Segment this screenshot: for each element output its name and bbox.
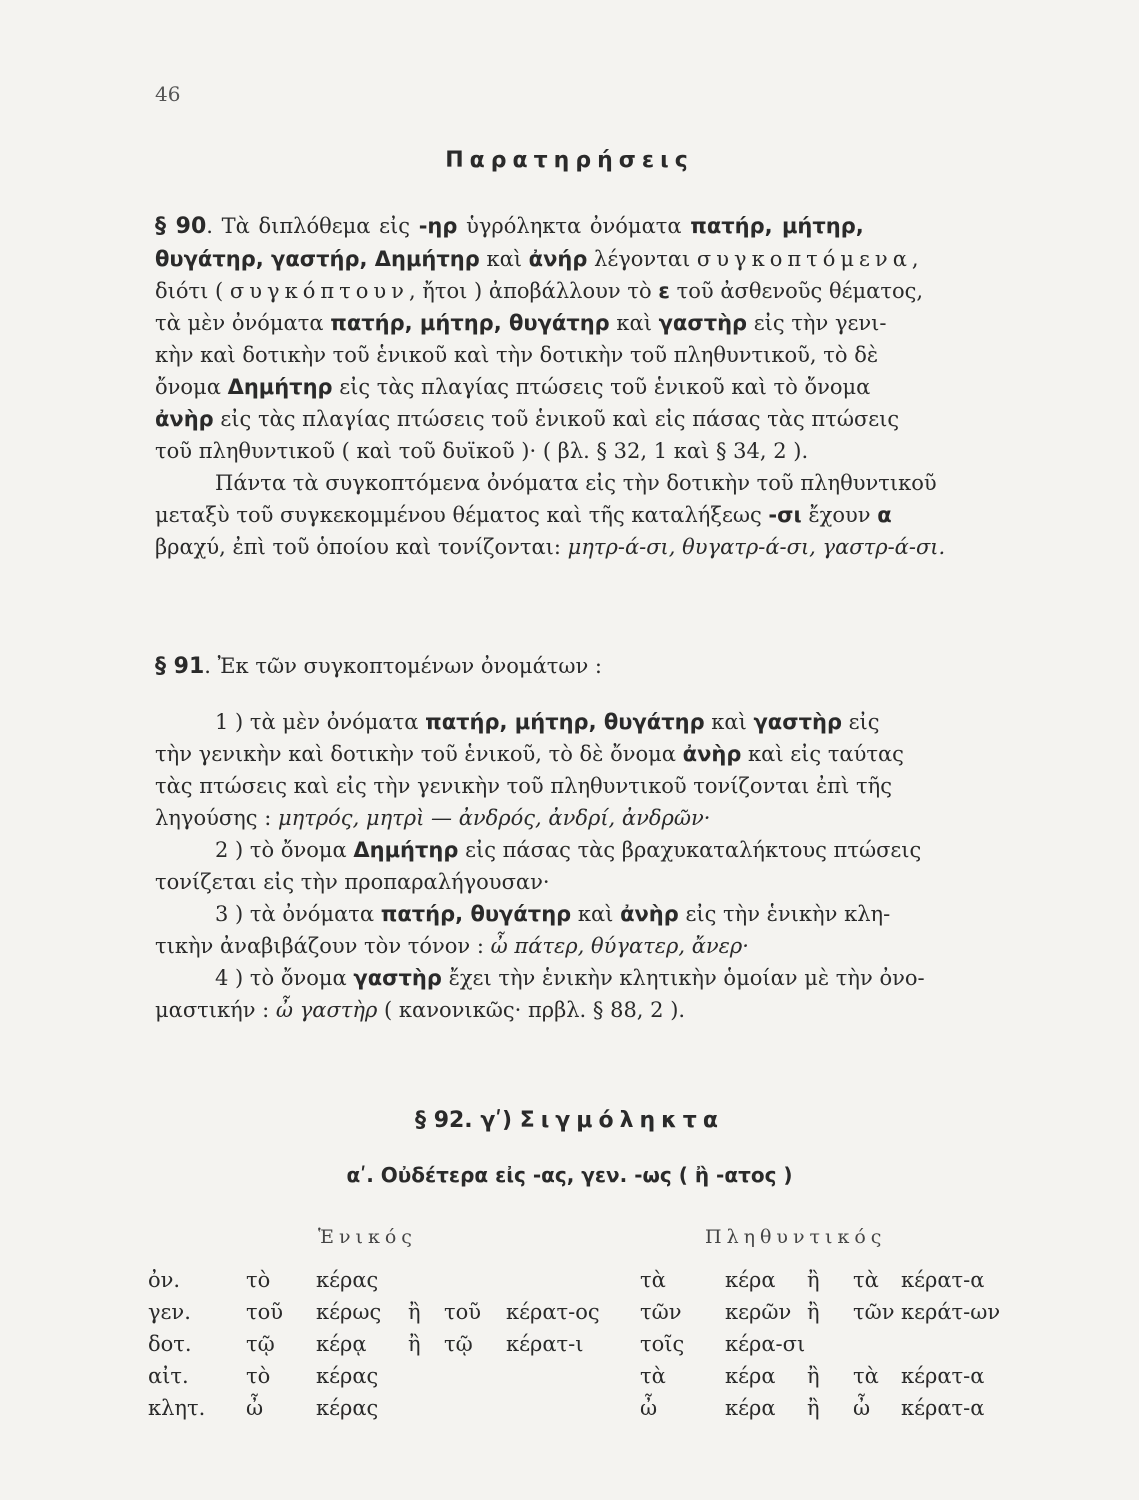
cell-form2: [506, 1392, 640, 1424]
table-row: [148, 1328, 1021, 1360]
cell-pl-art2: τὰ: [853, 1268, 879, 1292]
cell-or: ἢ: [408, 1300, 421, 1324]
cell-pl-form: κέρα: [725, 1268, 776, 1292]
cell-pl-art2: τὰ: [853, 1364, 879, 1388]
page-number: 46: [155, 82, 181, 106]
cell-pl-form2: κέρατ-α: [901, 1268, 985, 1292]
cell-pl-or: ἢ: [807, 1300, 820, 1324]
p91-line: 1 ) τὰ μὲν ὀνόματα πατήρ, μήτηρ, θυγάτηρ καὶ γαστὴρ εἰς: [215, 710, 880, 734]
cell-pl-form2: κέρατ-α: [901, 1396, 985, 1420]
cell-pl-form: κερῶν: [725, 1300, 792, 1324]
cell-art2: τῷ: [444, 1332, 473, 1356]
paragraph-91-items: [155, 706, 1015, 1026]
cell-pl-form2: [901, 1328, 1021, 1360]
cell-form2: [506, 1264, 640, 1296]
cell-pl-or: ἢ: [807, 1396, 820, 1420]
cell-pl-form2: κέρατ-α: [901, 1364, 985, 1388]
cell-art: τῷ: [246, 1332, 275, 1356]
p91-line: 4 ) τὸ ὄνομα γαστὴρ ἔχει τὴν ἑνικὴν κλητικὴν ὁμοίαν μὲ τὴν ὀνο-: [215, 966, 925, 990]
cell-art: ὦ: [246, 1396, 264, 1420]
cell-or: [408, 1264, 444, 1296]
cell-art2: [444, 1264, 506, 1296]
paragraph-90: [155, 210, 1015, 563]
cell-art: τοῦ: [246, 1300, 284, 1324]
cell-art2: [444, 1392, 506, 1424]
cell-case: αἰτ.: [148, 1364, 189, 1388]
cell-pl-art: τοῖς: [640, 1332, 685, 1356]
p91-line: τονίζεται εἰς τὴν προπαραλήγουσαν·: [155, 870, 550, 894]
cell-pl-form2: κεράτ-ων: [901, 1300, 1001, 1324]
cell-pl-art: τῶν: [640, 1300, 682, 1324]
paragraph-91: [155, 650, 1015, 683]
cell-form: κέρᾳ: [316, 1332, 367, 1356]
p91-line: μαστικήν : ὦ γαστὴρ ( κανονικῶς· πρβλ. § 88, 2 ).: [155, 998, 686, 1022]
cell-form2: κέρατ-ι: [506, 1332, 584, 1356]
cell-art: τὸ: [246, 1268, 271, 1292]
cell-pl-art2: [853, 1328, 901, 1360]
cell-pl-or: [807, 1328, 853, 1360]
table-row: [148, 1360, 1021, 1392]
table-row: [148, 1392, 1021, 1424]
cell-form2: [506, 1360, 640, 1392]
cell-or: [408, 1392, 444, 1424]
cell-case: δοτ.: [148, 1332, 192, 1356]
p91-line: τὰς πτώσεις καὶ εἰς τὴν γενικὴν τοῦ πληθυντικοῦ τονίζονται ἐπὶ τῆς: [155, 774, 892, 798]
p91-line: § 91. Ἐκ τῶν συγκοπτομένων ὀνομάτων :: [155, 654, 603, 679]
section-92-heading: § 92. γʹ) Σιγμόληκτα: [415, 1108, 724, 1133]
cell-pl-art: τὰ: [640, 1364, 666, 1388]
p90-line: ὄνομα Δημήτηρ εἰς τὰς πλαγίας πτώσεις τοῦ ἑνικοῦ καὶ τὸ ὄνομα: [155, 375, 871, 399]
section-92-subheading: αʹ. Οὐδέτερα εἰς -ας, γεν. -ως ( ἢ -ατος ): [346, 1163, 793, 1187]
singular-header: Ἑνικός: [318, 1226, 417, 1248]
cell-pl-art: ὦ: [640, 1396, 658, 1420]
table-row: [148, 1264, 1021, 1296]
p91-line: τικὴν ἀναβιβάζουν τὸν τόνον : ὦ πάτερ, θύγατερ, ἄνερ·: [155, 934, 749, 958]
cell-form: κέρας: [316, 1268, 379, 1292]
plural-header: Πληθυντικός: [705, 1226, 887, 1248]
p91-line: 3 ) τὰ ὀνόματα πατήρ, θυγάτηρ καὶ ἀνὴρ εἰς τὴν ἑνικὴν κλη-: [215, 902, 891, 926]
cell-art: τὸ: [246, 1364, 271, 1388]
p91-line: τὴν γενικὴν καὶ δοτικὴν τοῦ ἑνικοῦ, τὸ δὲ ὄνομα ἀνὴρ καὶ εἰς ταύτας: [155, 742, 904, 766]
cell-pl-art2: τῶν: [853, 1300, 895, 1324]
cell-art2: [444, 1360, 506, 1392]
cell-pl-or: ἢ: [807, 1364, 820, 1388]
cell-case: ὀν.: [148, 1268, 181, 1292]
p90-line: τὰ μὲν ὀνόματα πατήρ, μήτηρ, θυγάτηρ καὶ γαστὴρ εἰς τὴν γενι-: [155, 311, 887, 335]
cell-form2: κέρατ-ος: [506, 1300, 600, 1324]
declension-table: [148, 1264, 1021, 1424]
cell-or: [408, 1360, 444, 1392]
cell-form: κέρως: [316, 1300, 382, 1324]
cell-art2: τοῦ: [444, 1300, 482, 1324]
cell-pl-form: κέρα: [725, 1364, 776, 1388]
section-title: Παρατηρήσεις: [445, 148, 694, 173]
cell-case: κλητ.: [148, 1396, 206, 1420]
cell-form: κέρας: [316, 1364, 379, 1388]
table-row: [148, 1296, 1021, 1328]
cell-pl-art2: ὦ: [853, 1396, 871, 1420]
p91-line: 2 ) τὸ ὄνομα Δημήτηρ εἰς πάσας τὰς βραχυκαταλήκτους πτώσεις: [215, 838, 922, 862]
p90-line: μεταξὺ τοῦ συγκεκομμένου θέματος καὶ τῆς καταλήξεως -σι ἔχουν α: [155, 503, 892, 527]
p90-line: Πάντα τὰ συγκοπτόμενα ὀνόματα εἰς τὴν δοτικὴν τοῦ πληθυντικοῦ: [215, 471, 937, 495]
p90-line: θυγάτηρ, γαστήρ, Δημήτηρ καὶ ἀνήρ λέγονται συγκοπτόμενα,: [155, 247, 924, 271]
p90-line: ἀνὴρ εἰς τὰς πλαγίας πτώσεις τοῦ ἑνικοῦ καὶ εἰς πάσας τὰς πτώσεις: [155, 407, 900, 431]
cell-pl-art: τὰ: [640, 1268, 666, 1292]
p90-line: § 90. Τὰ διπλόθεμα εἰς -ηρ ὑγρόληκτα ὀνόματα πατήρ, μήτηρ,: [155, 214, 864, 239]
p90-line: βραχύ, ἐπὶ τοῦ ὁποίου καὶ τονίζονται: μητρ-ά-σι, θυγατρ-ά-σι, γαστρ-ά-σι.: [155, 535, 946, 559]
cell-pl-form: κέρα: [725, 1396, 776, 1420]
cell-form: κέρας: [316, 1396, 379, 1420]
cell-case: γεν.: [148, 1300, 191, 1324]
cell-or: ἢ: [408, 1332, 421, 1356]
cell-pl-form: κέρα-σι: [725, 1332, 806, 1356]
cell-pl-or: ἢ: [807, 1268, 820, 1292]
p91-line: ληγούσης : μητρός, μητρὶ — ἀνδρός, ἀνδρί, ἀνδρῶν·: [155, 806, 711, 830]
p90-line: διότι ( συγκόπτουν, ἤτοι ) ἀποβάλλουν τὸ ε τοῦ ἀσθενοῦς θέματος,: [155, 279, 924, 303]
p90-line: τοῦ πληθυντικοῦ ( καὶ τοῦ δυϊκοῦ )· ( βλ. § 32, 1 καὶ § 34, 2 ).: [155, 439, 809, 463]
p90-line: κὴν καὶ δοτικὴν τοῦ ἑνικοῦ καὶ τὴν δοτικὴν τοῦ πληθυντικοῦ, τὸ δὲ: [155, 343, 879, 367]
